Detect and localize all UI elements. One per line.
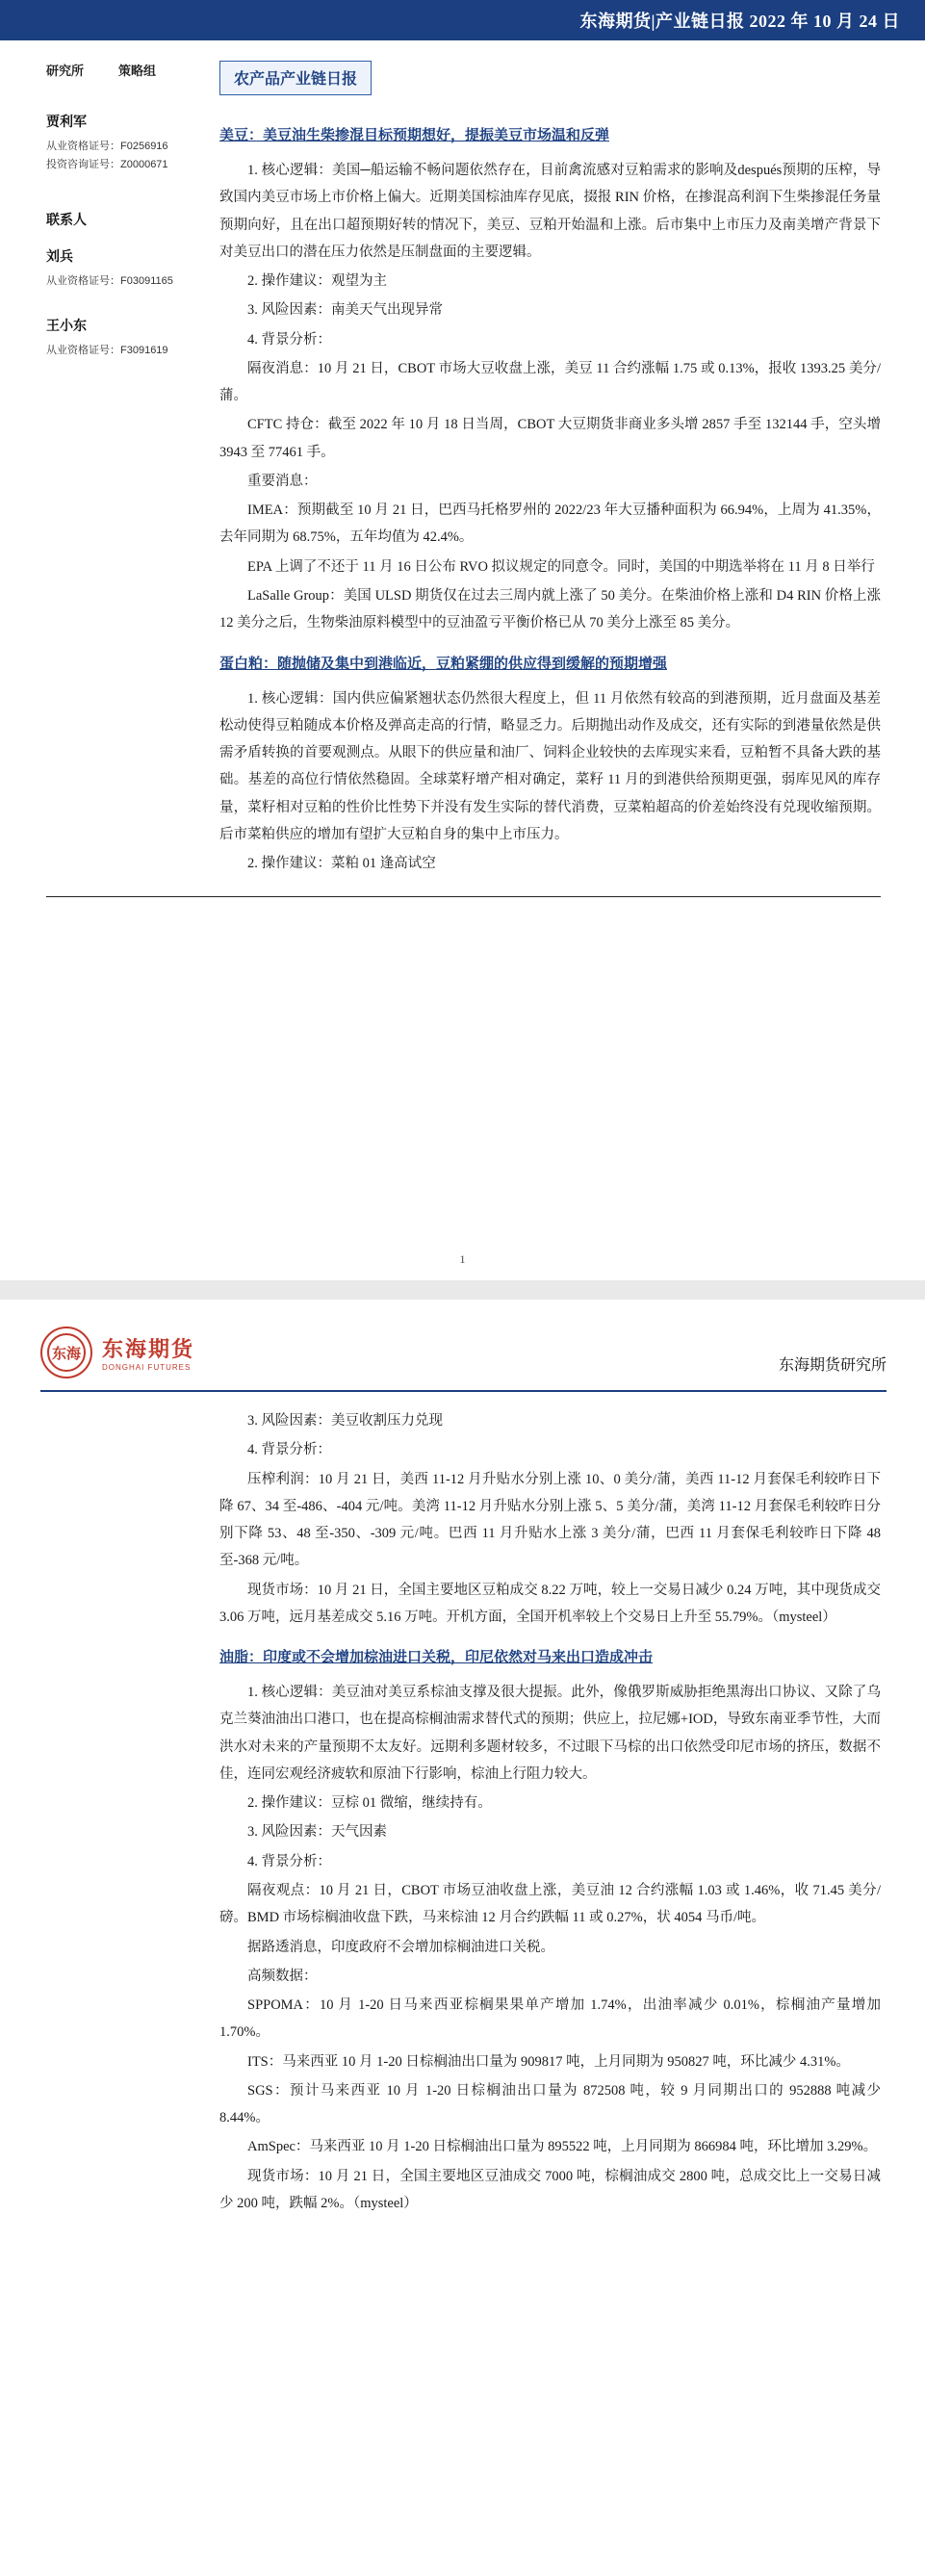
paragraph: 2. 操作建议：观望为主 <box>247 273 387 290</box>
page2-header-institute: 东海期货研究所 <box>778 1357 886 1374</box>
paragraph: IMEA：预期截至 10 月 21 日，巴西马托格罗州的 2022/23 年大豆播种面积为 66.94%，上周为 41.35%，去年同期为 68.75%，五年均值为 42.4%。 <box>219 502 881 546</box>
paragraph: 4. 背景分析： <box>247 1853 331 1869</box>
sidebar-team-label: 策略组 <box>118 64 157 78</box>
paragraph: 1. 核心逻辑：国内供应偏紧翘状态仍然很大程度上，但 11 月依然有较高的到港预期，近月盘面及基差松动使得豆粕随成本价格及弹高走高的行情，略显乏力。后期抛出动作及成交，还有实际的到港量依然是供需矛盾转换的首要观测点。从眼下的供应量和油厂、饲料企业较快的去库现实来看，豆粕暂不具备大跌的基础。基差的高位行情依然稳固。全球菜籽增产相对确定，菜籽 11 月的到港供给预期更强，弱库见风的库存量，菜籽相对豆粕的性价比性势下并没有发生实际的替代消费，豆菜粕超高的价差始终没有兑现收缩预期。后市菜粕供应的增加有望扩大豆粕自身的集中上市压力。 <box>219 690 881 842</box>
paragraph: 4. 背景分析： <box>247 331 331 348</box>
paragraph: 2. 操作建议：菜粕 01 逢高试空 <box>247 856 436 872</box>
paragraph: 3. 风险因素：南美天气出现异常 <box>247 302 443 319</box>
page1-body <box>0 43 925 879</box>
contact-name-1: 刘兵 <box>46 248 73 265</box>
analyst-qualification: 从业资格证号：F0256916 <box>46 141 168 152</box>
paragraph: ITS：马来西亚 10 月 1-20 日棕榈油出口量为 909817 吨，上月同期为 950827 吨，环比减少 4.31%。 <box>247 2053 850 2070</box>
paragraph: EPA 上调了不还于 11 月 16 日公布 RVO 拟议规定的同意令。同时，美国的中期选举将在 11 月 8 日举行 <box>247 558 875 575</box>
page-header-bar <box>0 0 925 40</box>
page2-header <box>0 1300 925 1386</box>
analyst-block <box>46 112 210 173</box>
paragraph: 3. 风险因素：美豆收割压力兑现 <box>247 1413 443 1429</box>
document-page-2 <box>0 1300 925 2576</box>
sidebar <box>0 61 219 879</box>
paragraph: 重要消息： <box>247 473 318 489</box>
paragraph: AmSpec：马来西亚 10 月 1-20 日棕榈油出口量为 895522 吨，上月同期为 866984 吨，环比增加 3.29%。 <box>247 2139 878 2155</box>
paragraph: 1. 核心逻辑：美国─船运输不畅问题依然存在，目前禽流感对豆粕需求的影响及después预期的压榨，导致国内美豆市场上市价格上偏大。近期美国棕油库存见底，掇报 RIN 价格，在掺混高利润下生柴掺混任务量预期向好，且在出口超预期好转的情况下，美豆、豆粕开始温和上涨。后市集中上市压力及南美增产背景下对美豆出口的潜在压力依然是压制盘面的主要逻辑。 <box>219 163 881 260</box>
contact-block-1 <box>46 246 210 291</box>
report-header-title: 东海期货|产业链日报 2022 年 10 月 24 日 <box>579 12 900 31</box>
company-logo <box>40 1327 194 1378</box>
contact-section-label: 联系人 <box>46 212 87 228</box>
section-title-soybean: 美豆：美豆油生柴掺混目标预期想好，提振美豆市场温和反弹 <box>219 128 610 143</box>
section-title-protein-meal: 蛋白粕：随抛储及集中到港临近，豆粕紧绷的供应得到缓解的预期增强 <box>219 656 668 672</box>
paragraph: 现货市场：10 月 21 日，全国主要地区豆粕成交 8.22 万吨，较上一交易日减少 0.24 万吨，其中现货成交 3.06 万吨，远月基差成交 5.16 万吨。开机方面，全国开机率较上个交易日上升至 55.79%。（mysteel） <box>219 1582 881 1625</box>
section-title-oils: 油脂：印度或不会增加棕油进口关税，印尼依然对马来出口造成冲击 <box>219 1650 654 1666</box>
analyst-name: 贾利军 <box>46 114 87 129</box>
paragraph: LaSalle Group：美国 ULSD 期货仅在过去三周内就上涨了 50 美分。在柴油价格上涨和 D4 RIN 价格上涨 12 美分之后，生物柴油原料模型中的豆油盈亏平衡价格已从 70 美分上涨至 85 美分。 <box>219 587 881 631</box>
contact-name-2: 王小东 <box>46 318 87 334</box>
page1-footer-rule <box>46 896 881 897</box>
page2-content <box>0 1392 925 2217</box>
page-number: 1 <box>459 1252 466 1266</box>
document-page-1 <box>0 0 925 1280</box>
paragraph: 高频数据： <box>247 1968 318 1984</box>
paragraph: 1. 核心逻辑：美豆油对美豆系棕油支撑及很大提振。此外，像俄罗斯威胁拒绝黑海出口协议、又除了乌克兰葵油油出口港口，也在提高棕榈油需求替代式的预期；供应上，拉尼娜+IOD，导致东南亚季节性，大而洪水对未来的产量预期不太友好。远期利多题材较多，不过眼下马棕的出口依然受印尼市场的挤压，数据不佳，连同宏观经济疲软和原油下行影响，棕油上行阻力较大。 <box>219 1685 881 1782</box>
page1-content <box>219 61 925 879</box>
paragraph: 3. 风险因素：天气因素 <box>247 1824 387 1841</box>
paragraph: SGS：预计马来西亚 10 月 1-20 日棕榈油出口量为 872508 吨，较 9 月同期出口的 952888 吨减少 8.44%。 <box>219 2082 881 2126</box>
paragraph: 4. 背景分析： <box>247 1442 331 1458</box>
logo-mark-text: 东海 <box>51 1346 81 1362</box>
logo-company-name-en: DONGHAI FUTURES <box>102 1363 192 1372</box>
page-gap <box>0 1280 925 1300</box>
paragraph: CFTC 持仓：截至 2022 年 10 月 18 日当周，CBOT 大豆期货非商业多头增 2857 手至 132144 手，空头增 3943 至 77461 手。 <box>219 417 881 460</box>
contact-block-2 <box>46 316 210 360</box>
paragraph: 隔夜观点：10 月 21 日，CBOT 市场豆油收盘上涨，美豆油 12 合约涨幅 1.03 或 1.46%，收 71.45 美分/磅。BMD 市场棕榈油收盘下跌，马来棕油 12 月合约跌幅 11 或 0.27%，状 4054 马币/吨。 <box>219 1882 881 1926</box>
logo-company-name-cn: 东海期货 <box>102 1337 195 1361</box>
paragraph: 据路透消息，印度政府不会增加棕榈油进口关税。 <box>247 1939 554 1955</box>
paragraph: 现货市场：10 月 21 日，全国主要地区豆油成交 7000 吨，棕榈油成交 2800 吨，总成交比上一交易日减少 200 吨，跌幅 2%。（mysteel） <box>219 2168 881 2211</box>
logo-text-block <box>102 1333 194 1372</box>
sidebar-department-label: 研究所 <box>46 64 85 78</box>
sidebar-department-row <box>46 61 210 79</box>
paragraph: 2. 操作建议：豆棕 01 微缩，继续持有。 <box>247 1795 492 1812</box>
contact-qualification-1: 从业资格证号：F03091165 <box>46 275 173 288</box>
contact-qualification-2: 从业资格证号：F3091619 <box>46 345 168 357</box>
logo-circle-icon <box>40 1327 92 1378</box>
report-category-chip: 农产品产业链日报 <box>219 61 372 95</box>
paragraph: 隔夜消息：10 月 21 日，CBOT 市场大豆收盘上涨，美豆 11 合约涨幅 1.75 或 0.13%，报收 1393.25 美分/蒲。 <box>219 360 881 404</box>
paragraph: 压榨利润：10 月 21 日，美西 11-12 月升贴水分别上涨 10、0 美分/蒲，美西 11-12 月套保毛利较昨日下降 67、34 至-486、-404 元/吨。美湾 11-12 月升贴水分别上涨 5、5 美分/蒲，美湾 11-12 月套保毛利较昨日分别下降 53、48 至-350、-309 元/吨。巴西 11 月升贴水上涨 3 美分/蒲，巴西 11 月套保毛利较昨日下降 48 至-368 元/吨。 <box>219 1471 881 1569</box>
analyst-consulting-number: 投资咨询证号：Z0000671 <box>46 158 168 170</box>
paragraph: SPPOMA：10 月 1-20 日马来西亚棕榈果果单产增加 1.74%，出油率减少 0.01%，棕榈油产量增加 1.70%。 <box>219 1997 881 2041</box>
